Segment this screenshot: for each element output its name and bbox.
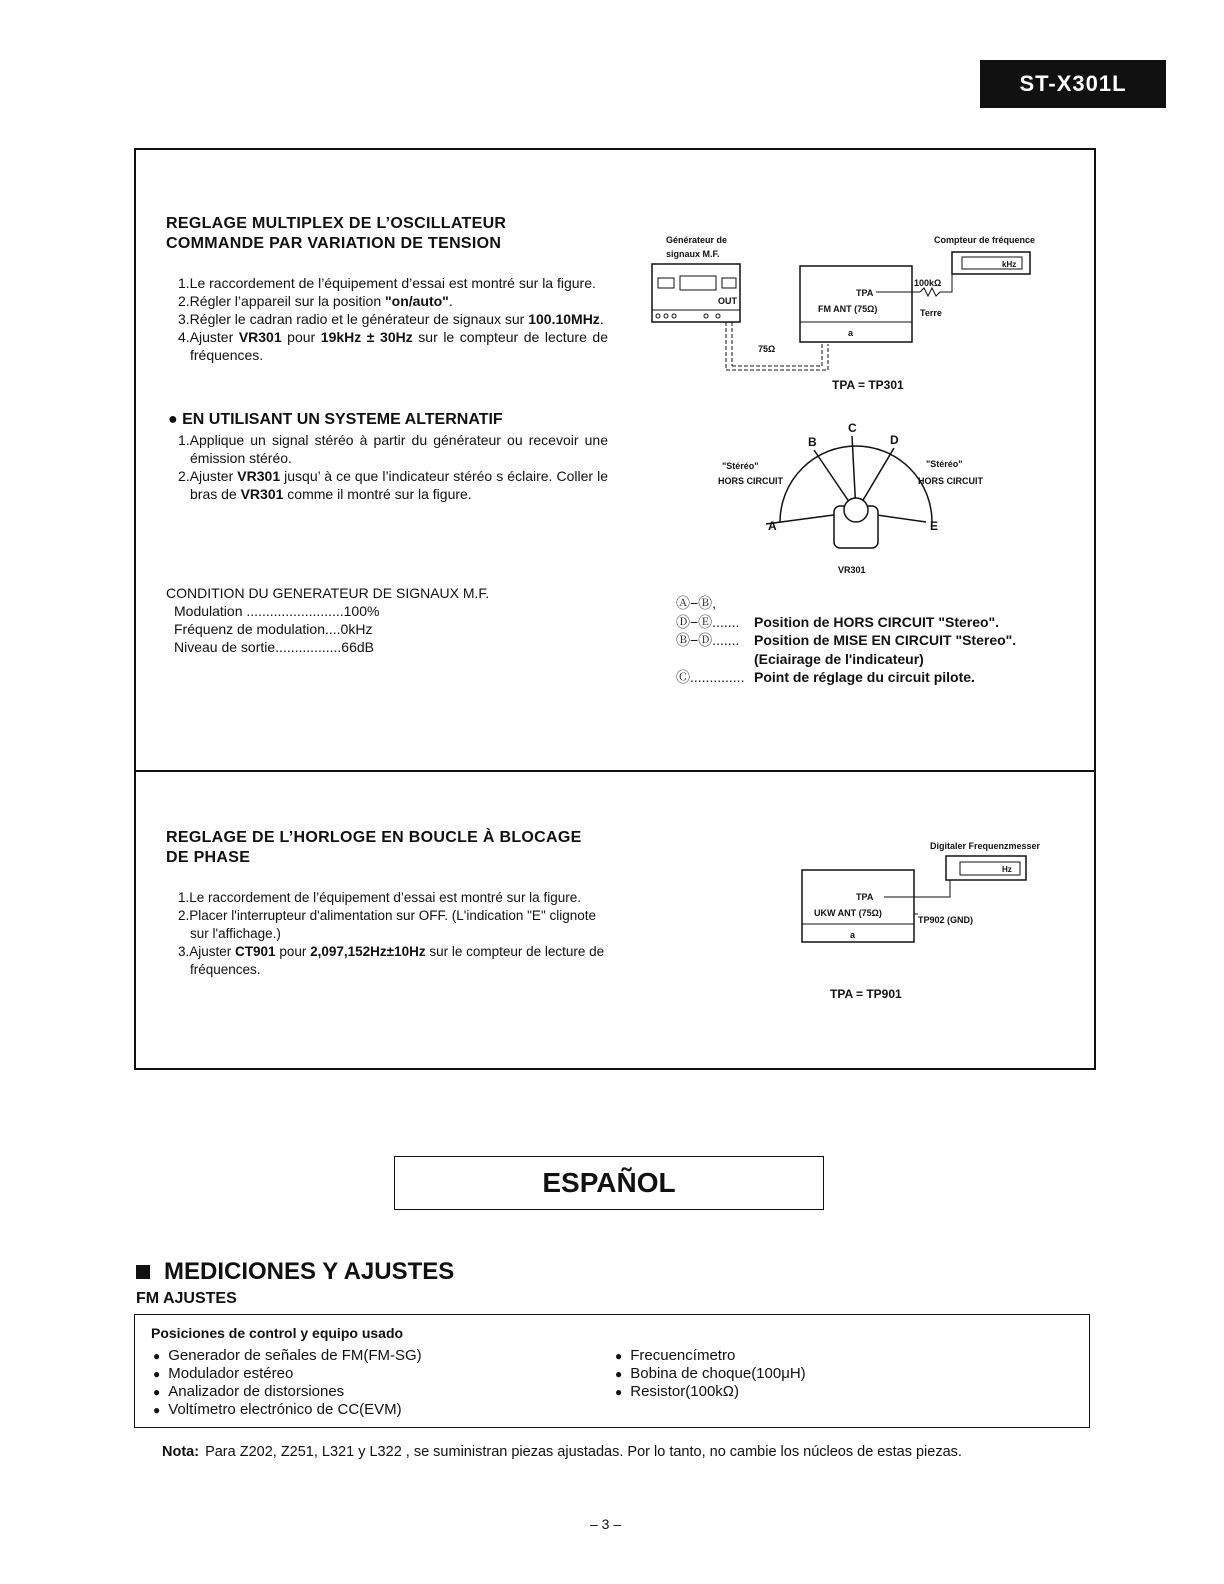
section2-step-1: 1.Le raccordement de l’équipement d’essai est montré sur la figure. bbox=[178, 890, 581, 905]
section1-step-3: 3.Régler le cadran radio et le générateur de signaux sur 100.10MHz. bbox=[178, 311, 604, 327]
model-tag: ST-X301L bbox=[980, 60, 1166, 108]
diagram1-caption: TPA = TP301 bbox=[832, 378, 904, 392]
counter-label: Compteur de fréquence bbox=[934, 235, 1036, 245]
legend-row: Ⓐ−Ⓑ, bbox=[676, 595, 717, 611]
section1-steps bbox=[178, 274, 608, 364]
alt-step-1: 1.Applique un signal stéréo à partir du générateur ou recevoir une émission stéréo. bbox=[178, 432, 608, 466]
ukw-ant-label: UKW ANT (75Ω) bbox=[814, 908, 882, 918]
counter-unit: kHz bbox=[1002, 260, 1017, 269]
condition-row: Niveau de sortie.................66dB bbox=[174, 639, 374, 655]
frequency-counter bbox=[952, 252, 1030, 274]
equipment-item: ● Voltímetro electrónico de CC(EVM) bbox=[153, 1401, 422, 1419]
generator-label: signaux M.F. bbox=[666, 249, 720, 259]
mark-e: E bbox=[930, 519, 939, 533]
ohm75-label: 75Ω bbox=[758, 344, 776, 354]
connection-diagram-1 bbox=[640, 226, 1060, 406]
condition-title: CONDITION DU GENERATEUR DE SIGNAUX M.F. bbox=[166, 585, 490, 601]
section2-step-3: 3.Ajuster CT901 pour 2,097,152Hz±10Hz sur le compteur de lecture de fréquences. bbox=[178, 944, 605, 977]
legend-row: (Eciairage de l'indicateur) bbox=[754, 650, 924, 667]
fm-ant-label: FM ANT (75Ω) bbox=[818, 304, 878, 314]
equipment-list-left bbox=[153, 1347, 422, 1419]
vr301-diagram bbox=[700, 412, 1020, 582]
alt-step-2: 2.Ajuster VR301 jusqu’ à ce que l’indicateur stéréo s éclaire. Coller le bras de VR301 comme il montré sur la figure. bbox=[178, 468, 608, 502]
mark-c: C bbox=[848, 421, 857, 435]
equipment-item: ● Bobina de choque(100μH) bbox=[615, 1365, 806, 1383]
tuner-unit-2 bbox=[802, 870, 914, 942]
counter2-label: Digitaler Frequenzmesser bbox=[930, 841, 1041, 851]
point-a2-label: a bbox=[850, 930, 856, 940]
section1-step-1: 1.Le raccordement de l’équipement d’essai est montré sur la figure. bbox=[178, 275, 596, 291]
equipment-list-right bbox=[615, 1347, 806, 1401]
equipment-item: ● Generador de señales de FM(FM-SG) bbox=[153, 1347, 422, 1365]
generator-label: Générateur de bbox=[666, 235, 728, 245]
equipment-item: ● Resistor(100kΩ) bbox=[615, 1383, 806, 1401]
espanol-title: MEDICIONES Y AJUSTES bbox=[136, 1258, 454, 1286]
section1-step-2: 2.Régler l’appareil sur la position "on/auto". bbox=[178, 293, 453, 309]
hors-left-label: HORS CIRCUIT bbox=[718, 476, 783, 486]
equipment-item: ● Modulador estéreo bbox=[153, 1365, 422, 1383]
section2-steps bbox=[178, 889, 606, 979]
page-number: – 3 – bbox=[590, 1516, 622, 1532]
legend-row: Ⓓ−Ⓔ....... Position de HORS CIRCUIT "Stereo". bbox=[676, 613, 1000, 630]
equipment-item: ● Analizador de distorsiones bbox=[153, 1383, 422, 1401]
note-text: Para Z202, Z251, L321 y L322 , se suministran piezas ajustadas. Por lo tanto, no cambie los núcleos de estas piezas. bbox=[205, 1444, 962, 1460]
generator-out-label: OUT bbox=[718, 296, 737, 306]
connection-diagram-2 bbox=[790, 834, 1070, 1008]
vr301-label: VR301 bbox=[838, 565, 866, 575]
section2-title: REGLAGE DE L’HORLOGE EN BOUCLE À BLOCAGE DE PHASE bbox=[166, 829, 582, 866]
section1-title: REGLAGE MULTIPLEX DE L’OSCILLATEUR COMMANDE PAR VARIATION DE TENSION bbox=[166, 215, 507, 252]
note-label: Nota: bbox=[162, 1444, 200, 1460]
digital-frequency-counter bbox=[946, 856, 1026, 880]
ground-label: Terre bbox=[920, 308, 942, 318]
square-bullet-icon bbox=[136, 1265, 150, 1279]
point-a-label: a bbox=[848, 328, 854, 338]
position-legend bbox=[676, 594, 1016, 687]
condition-row: Modulation .........................100% bbox=[174, 603, 380, 619]
note bbox=[162, 1444, 962, 1460]
legend-row: Ⓑ−Ⓓ....... Position de MISE EN CIRCUIT "Stereo". bbox=[676, 632, 1017, 648]
tpa2-label: TPA bbox=[856, 892, 874, 902]
legend-row: Ⓒ.............. Point de réglage du circuit pilote. bbox=[676, 669, 975, 685]
resistor-label: 100kΩ bbox=[914, 278, 942, 288]
equipment-item: ● Frecuencímetro bbox=[615, 1347, 806, 1365]
alt-system-heading: ● EN UTILISANT UN SYSTEME ALTERNATIF bbox=[168, 411, 503, 428]
stereo-left-label: "Stéréo" bbox=[722, 461, 759, 471]
counter2-unit: Hz bbox=[1002, 865, 1012, 874]
espanol-subtitle: FM AJUSTES bbox=[136, 1290, 237, 1307]
hors-right-label: HORS CIRCUIT bbox=[918, 476, 983, 486]
espanol-banner: ESPAÑOL bbox=[394, 1156, 824, 1210]
stereo-right-label: "Stéréo" bbox=[926, 459, 963, 469]
signal-generator bbox=[652, 264, 740, 322]
section1-step-4: 4.Ajuster VR301 pour 19kHz ± 30Hz sur le compteur de lecture de fréquences. bbox=[178, 329, 608, 363]
mark-b: B bbox=[808, 435, 817, 449]
diagram2-caption: TPA = TP901 bbox=[830, 987, 902, 1001]
gnd-label: TP902 (GND) bbox=[918, 915, 974, 925]
section2-step-2: 2.Placer l'interrupteur d'alimentation sur OFF. (L'indication "E" clignote sur l'affichage.) bbox=[178, 908, 597, 941]
tpa-label: TPA bbox=[856, 288, 874, 298]
mark-a: A bbox=[768, 519, 777, 533]
condition-row: Fréquenz de modulation....0kHz bbox=[174, 621, 373, 637]
equipment-box bbox=[134, 1314, 1090, 1428]
mark-d: D bbox=[890, 433, 899, 447]
generator-condition bbox=[166, 584, 489, 656]
alt-system-steps bbox=[178, 431, 608, 503]
equipment-heading: Posiciones de control y equipo usado bbox=[151, 1325, 404, 1341]
